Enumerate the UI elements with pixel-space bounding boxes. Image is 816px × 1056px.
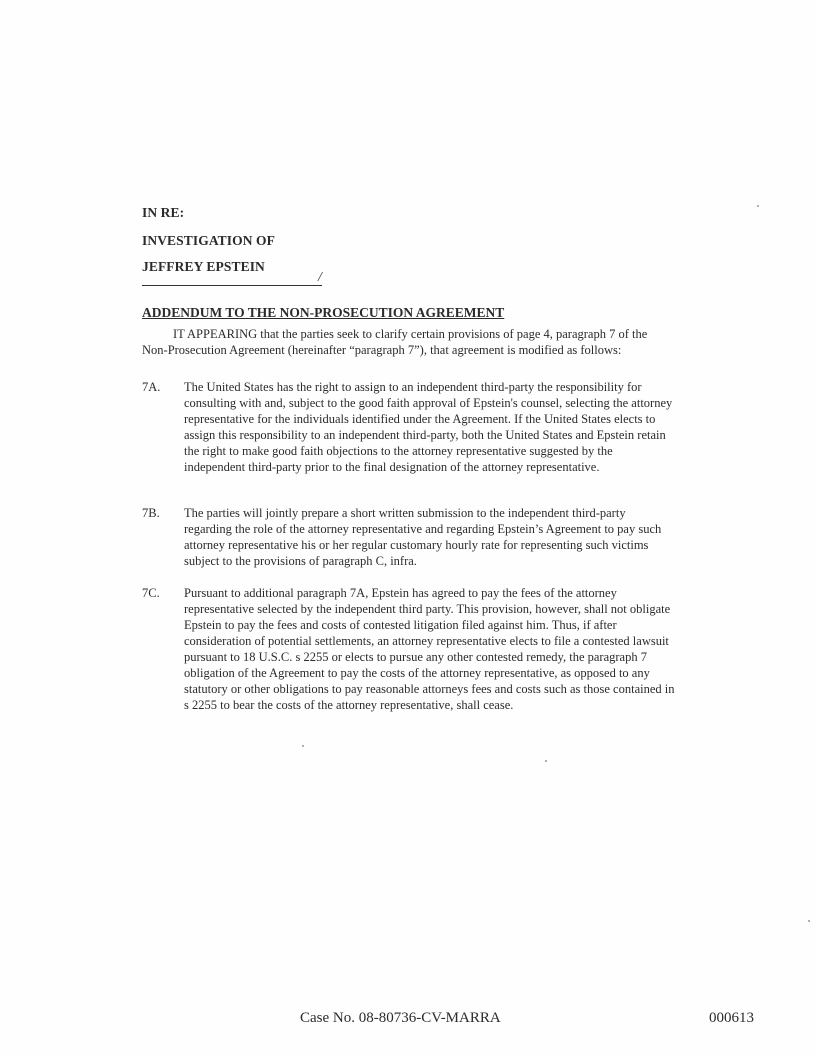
paragraph-7c	[142, 585, 676, 713]
caption-signature-rule	[142, 285, 322, 286]
footer-bates-number: 000613	[709, 1010, 754, 1026]
scan-speck	[302, 745, 304, 747]
footer-case-number: Case No. 08-80736-CV-MARRA	[300, 1010, 501, 1026]
paragraph-number: 7C.	[142, 586, 160, 600]
scan-speck	[757, 205, 759, 207]
document-heading: ADDENDUM TO THE NON-PROSECUTION AGREEMENT	[142, 305, 505, 320]
paragraph-text: The parties will jointly prepare a short written submission to the independent third-party regarding the role of the attorney representative and regarding Epstein’s Agreement to pay such attorney representative his or her regular customary hourly rate for representing such victims subject to the provisions of paragraph C, infra.	[184, 506, 662, 568]
caption-investigation-of: INVESTIGATION OF	[142, 233, 276, 248]
paragraph-text: Pursuant to additional paragraph 7A, Epstein has agreed to pay the fees of the attorney representative selected by the independent third party. This provision, however, shall not obligate Epstein to pay the fees and costs of contested litigation filed against him. Thus, if after consideration of potential settlements, an attorney representative elects to file a contested lawsuit pursuant to 18 U.S.C. s 2255 or elects to pursue any other contested remedy, the paragraph 7 obligation of the Agreement to pay the costs of the attorney representative, as opposed to any statutory or other obligations to pay reasonable attorneys fees and costs such as those contained in s 2255 to bear the costs of the attorney representative, shall cease.	[184, 586, 675, 712]
intro-paragraph: IT APPEARING that the parties seek to clarify certain provisions of page 4, paragraph 7 of the Non-Prosecution Agreement (hereinafter “paragraph 7”), that agreement is modified as follows:	[142, 327, 648, 357]
scan-speck	[808, 920, 810, 922]
caption-in-re: IN RE:	[142, 205, 185, 220]
paragraph-7a	[142, 379, 676, 475]
paragraph-number: 7B.	[142, 506, 160, 520]
caption-subject-name: JEFFREY EPSTEIN	[142, 259, 265, 274]
scan-speck	[545, 760, 547, 762]
paragraph-7b	[142, 505, 676, 569]
paragraph-number: 7A.	[142, 380, 161, 394]
caption-rule-slash: /	[318, 270, 322, 285]
paragraph-text: The United States has the right to assign to an independent third-party the responsibility for consulting with and, subject to the good faith approval of Epstein's counsel, selecting the attorney representative for the individuals identified under the Agreement. If the United States elects to assign this responsibility to an independent third-party, both the United States and Epstein retain the right to make good faith objections to the attorney representative suggested by the independent third-party prior to the final designation of the attorney representative.	[184, 380, 673, 474]
